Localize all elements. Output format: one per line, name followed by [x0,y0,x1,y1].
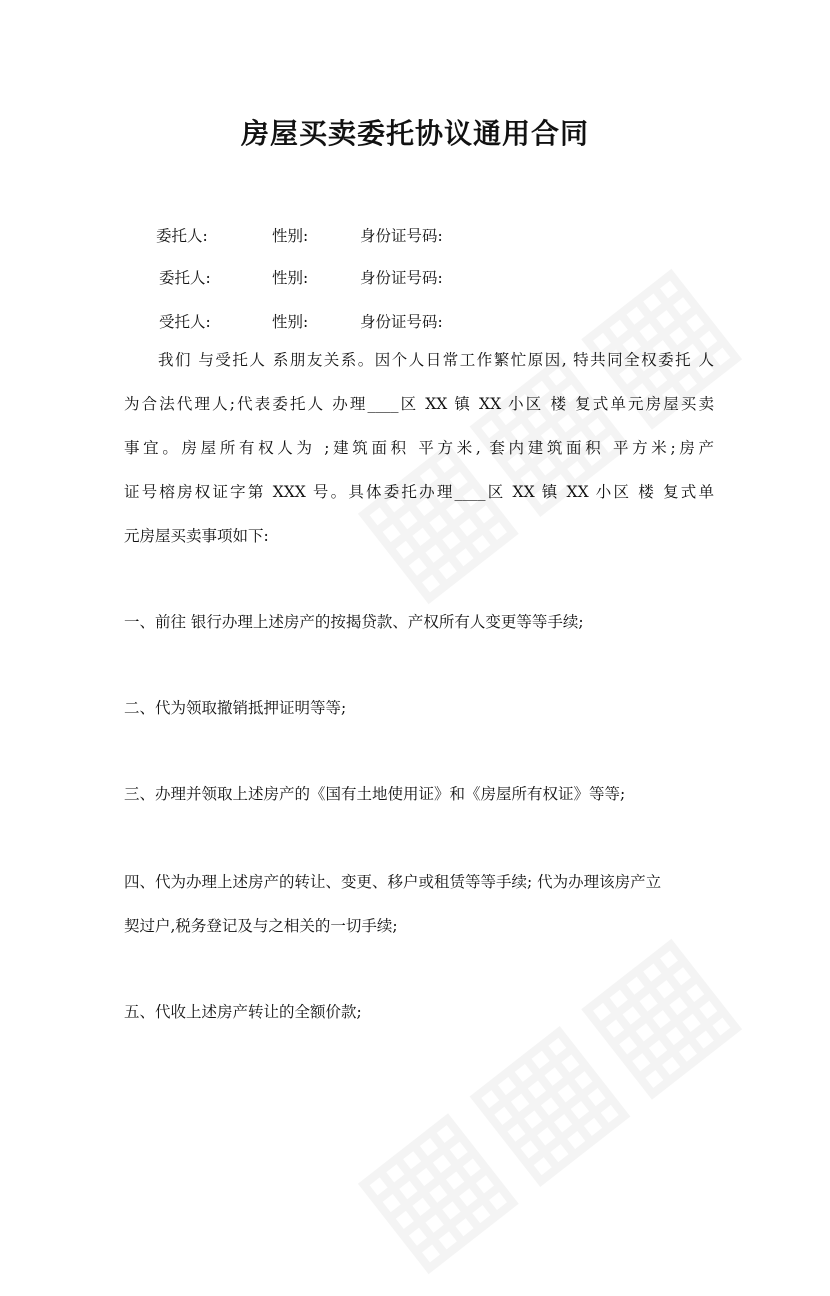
party-gender: 性别: [272,313,309,331]
party-gender: 性别: [272,227,309,245]
list-item-line: 五、代收上述房产转让的全额价款; [124,1003,362,1021]
page-title: 房屋买卖委托协议通用合同 [240,117,589,150]
intro-line: 事宜。房屋所有权人为 ;建筑面积 平方米, 套内建筑面积 平方米;房产 [124,439,714,457]
intro-line: 证号榕房权证字第 XXX 号。具体委托办理____区 XX 镇 XX 小区 楼 复式单 [124,483,714,501]
list-item [124,600,584,644]
intro-line: 为合法代理人;代表委托人 办理____区 XX 镇 XX 小区 楼 复式单元房屋买卖 [124,395,714,413]
party-role: 委托人: [156,227,208,245]
party-id: 身份证号码: [360,269,443,287]
party-role: 受托人: [159,313,211,331]
party-id: 身份证号码: [360,313,443,331]
list-item [124,990,362,1034]
list-item [124,860,661,948]
party-id: 身份证号码: [360,227,443,245]
list-item-line: 三、办理并领取上述房产的《国有土地使用证》和《房屋所有权证》等等; [124,785,626,803]
party-role: 委托人: [159,269,211,287]
list-item-line: 二、代为领取撤销抵押证明等等; [124,699,347,717]
intro-line: 我们 与受托人 系朋友关系。因个人日常工作繁忙原因, 特共同全权委托 人 [158,351,714,369]
intro-paragraph [124,338,714,558]
list-item-line: 契过户,税务登记及与之相关的一切手续; [124,917,398,935]
list-item-line: 四、代为办理上述房产的转让、变更、移户或租赁等等手续; 代为办理该房产立 [124,873,662,891]
list-item [124,772,625,816]
watermark [322,898,764,1296]
list-item-line: 一、前往 银行办理上述房产的按揭贷款、产权所有人变更等等手续; [124,613,584,631]
intro-line: 元房屋买卖事项如下: [124,527,269,545]
party-gender: 性别: [272,269,309,287]
list-item [124,686,346,730]
